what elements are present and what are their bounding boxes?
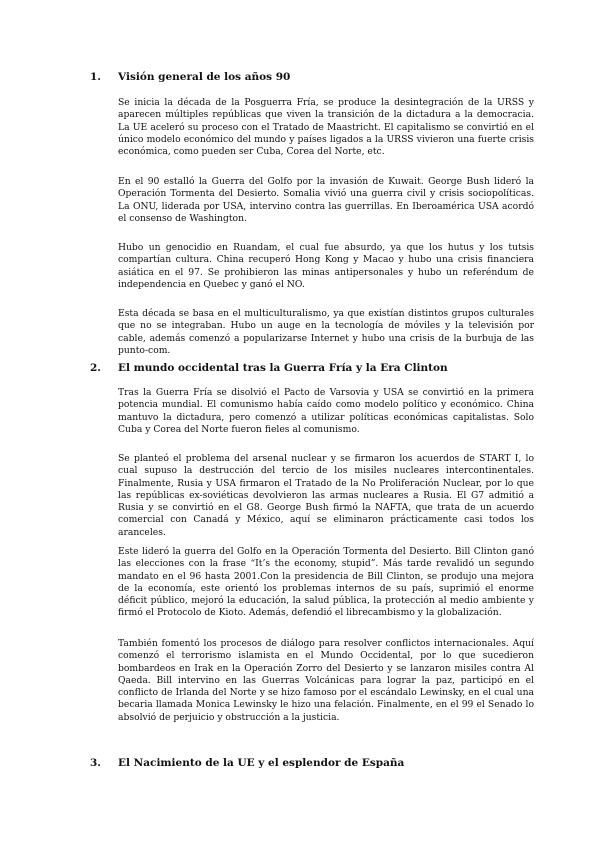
- section-title: Visión general de los años 90: [118, 71, 291, 83]
- section-number: 1.: [90, 71, 101, 83]
- section-number: 2.: [90, 362, 101, 374]
- paragraph: Se inicia la década de la Posguerra Fría, se produce la desintegración de la URSS y aparecen múltiples repúblicas que viven la transición de la dictadura a la democracia. La UE aceleró su proceso con el Tratado de Maastricht. El capitalismo se convirtió en el único modelo económico del mundo y países ligados a la URSS vivieron una fuerte crisis económica, como pueden ser Cuba, Corea del Norte, etc.: [118, 97, 534, 158]
- section-3-heading: [90, 756, 404, 770]
- paragraph: Esta década se basa en el multiculturalismo, ya que existían distintos grupos culturales que no se integraban. Hubo un auge en la tecnología de móviles y la televisión por cable, además comenzó a popularizarse Internet y hubo una crisis de la burbuja de las punto-com.: [118, 308, 534, 356]
- paragraph: Tras la Guerra Fría se disolvió el Pacto de Varsovia y USA se convirtió en la primera potencia mundial. El comunismo había caído como modelo político y económico. China mantuvo la dictadura, pero comenzó a utilizar políticas económicas capitalistas. Solo Cuba y Corea del Norte fueron fieles al comunismo.: [118, 387, 534, 435]
- section-1-heading: [90, 70, 290, 84]
- paragraph: Hubo un genocidio en Ruandam, el cual fue absurdo, ya que los hutus y los tutsis compartían cultura. China recuperó Hong Kong y Macao y hubo una crisis financiera asiática en el 97. Se prohibieron las minas antipersonales y hubo un referéndum de independencia en Quebec y ganó el NO.: [118, 242, 534, 290]
- section-title: El Nacimiento de la UE y el esplendor de España: [118, 757, 405, 769]
- paragraph: También fomentó los procesos de diálogo para resolver conflictos internacionales. Aquí comenzó el terrorismo islamista en el Mundo Occidental, por lo que sucedieron bombardeos en Irak en la Operación Zorro del Desierto y se lanzaron misiles contra Al Qaeda. Bill intervino en las Guerras Volcánicas para lograr la paz, participó en el conflicto de Irlanda del Norte y se hizo famoso por el escándalo Lewinsky, en el cual una becaria llamada Monica Lewinsky le hizo una felación. Finalmente, en el 99 el Senado lo absolvió de perjuicio y obstrucción a la justicia.: [118, 638, 534, 723]
- paragraph: Se planteó el problema del arsenal nuclear y se firmaron los acuerdos de START I, lo cual supuso la destrucción del tercio de los misiles nucleares intercontinentales. Finalmente, Rusia y USA firmaron el Tratado de la No Proliferación Nuclear, por lo que las repúblicas ex-soviéticas devolvieron las armas nucleares a Rusia. El G7 admitió a Rusia y se convirtió en el G8. George Bush firmó la NAFTA, que trata de un acuerdo comercial con Canadá y México, aquí se eliminaron prácticamente casi todos los aranceles.: [118, 453, 534, 538]
- paragraph: En el 90 estalló la Guerra del Golfo por la invasión de Kuwait. George Bush lideró la Operación Tormenta del Desierto. Somalia vivió una guerra civil y crisis sociopolíticas. La ONU, liderada por USA, intervino contra las guerrillas. En Iberoamérica USA acordó el consenso de Washington.: [118, 176, 534, 224]
- section-2-heading: [90, 361, 448, 375]
- section-title: El mundo occidental tras la Guerra Fría y la Era Clinton: [118, 362, 448, 374]
- paragraph: Este lideró la guerra del Golfo en la Operación Tormenta del Desierto. Bill Clinton ganó las elecciones con la frase “It’s the economy, stupid”. Más tarde revalidó un segundo mandato en el 96 hasta 2001.Con la presidencia de Bill Clinton, se produjo una mejora de la economía, este orientó los problemas internos de su país, suprimió el enorme déficit público, mejoró la educación, la salud pública, la protección al medio ambiente y firmó el Protocolo de Kioto. Además, defendió el librecambismo y la globalización.: [118, 546, 534, 619]
- section-number: 3.: [90, 757, 101, 769]
